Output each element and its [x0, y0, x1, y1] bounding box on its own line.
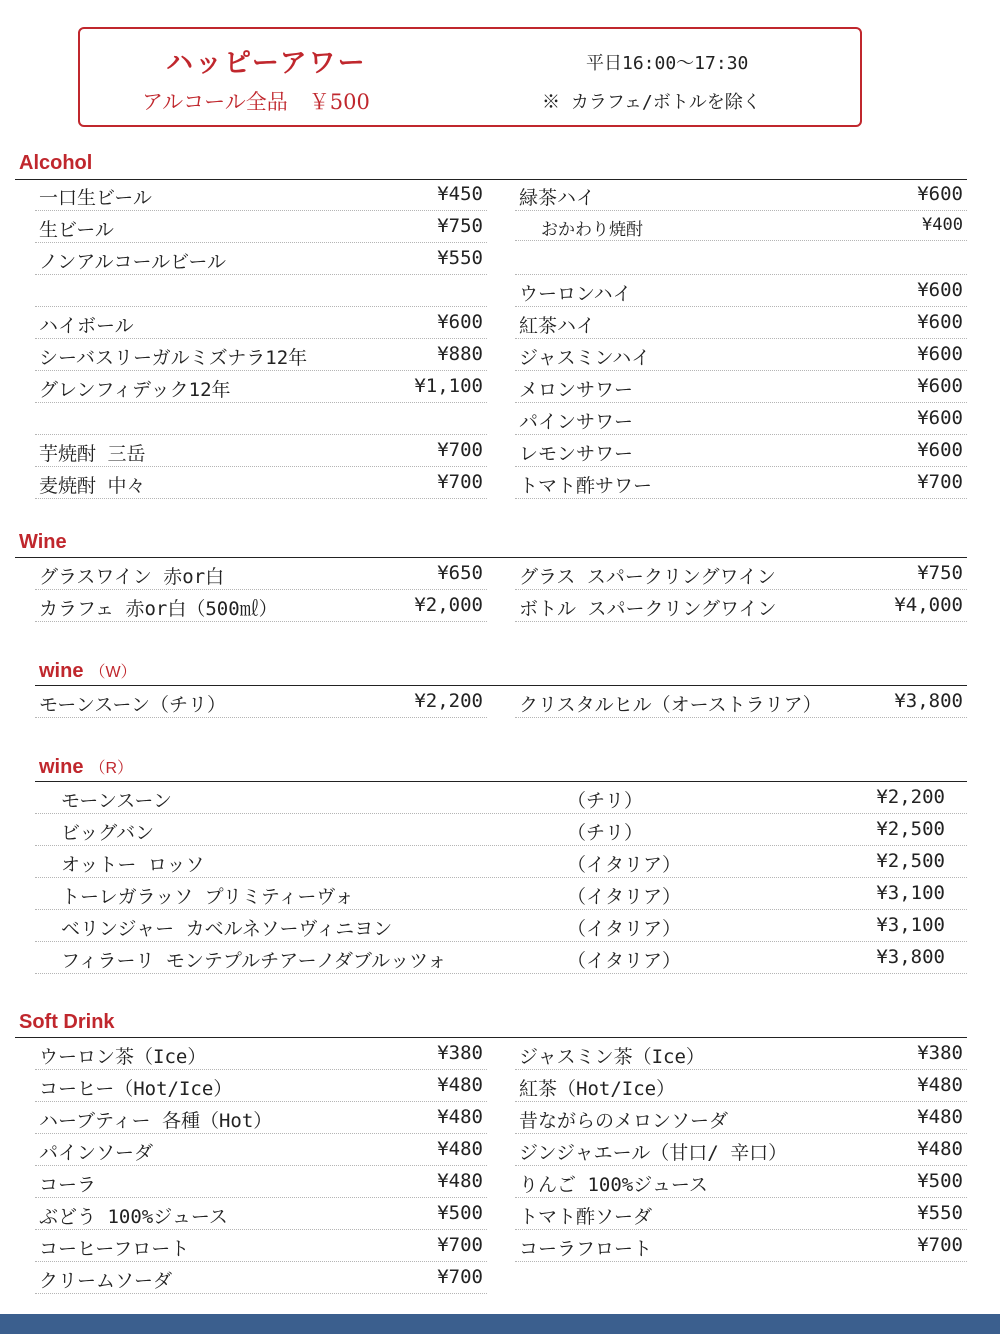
menu-row [35, 179, 487, 211]
item-name: 麦焼酎 中々 [39, 475, 146, 497]
item-name: モーンスーン（チリ） [39, 694, 226, 716]
menu-row [35, 590, 487, 622]
item-name: ノンアルコールビール [39, 251, 226, 273]
item-name: ジャスミンハイ [519, 347, 651, 369]
item-price: ¥3,100 [876, 882, 945, 904]
item-name: ジャスミン茶（Ice） [519, 1046, 705, 1068]
item-name: 紅茶ハイ [519, 315, 596, 337]
menu-row [35, 1230, 487, 1262]
menu-row [35, 1198, 487, 1230]
menu-row [35, 910, 967, 942]
item-name: おかわり焼酎 [541, 220, 643, 240]
menu-row [515, 275, 967, 307]
item-price: ¥880 [437, 343, 483, 365]
item-name: グレンフィデック12年 [39, 379, 231, 401]
footer-bar [0, 1314, 1000, 1334]
item-price: ¥480 [917, 1106, 963, 1128]
item-price: ¥700 [437, 1266, 483, 1288]
menu-row [35, 686, 487, 718]
item-name: クリームソーダ [39, 1270, 173, 1292]
item-price: ¥700 [917, 471, 963, 493]
section-title-wine-red: wine （R） [39, 756, 134, 778]
menu-row [35, 1134, 487, 1166]
item-price: ¥480 [437, 1074, 483, 1096]
item-price: ¥3,800 [894, 690, 963, 712]
menu-row [515, 590, 967, 622]
item-origin: （イタリア） [567, 854, 682, 876]
item-name: ジンジャエール（甘口/ 辛口） [519, 1142, 788, 1164]
item-price: ¥600 [917, 407, 963, 429]
item-price: ¥480 [917, 1074, 963, 1096]
item-name: パインソーダ [39, 1142, 154, 1164]
happy-hour-time: 平日16:00～17:30 [586, 53, 749, 74]
item-price: ¥3,800 [876, 946, 945, 968]
item-price: ¥600 [437, 311, 483, 333]
item-price: ¥480 [437, 1170, 483, 1192]
menu-row [35, 211, 487, 243]
item-price: ¥480 [917, 1138, 963, 1160]
item-price: ¥600 [917, 311, 963, 333]
item-price: ¥700 [437, 1234, 483, 1256]
item-price: ¥500 [437, 1202, 483, 1224]
item-name: コーラフロート [519, 1238, 653, 1260]
item-name: グラス スパークリングワイン [519, 566, 776, 588]
item-name: ウーロンハイ [519, 283, 632, 305]
item-price: ¥600 [917, 343, 963, 365]
menu-row [515, 403, 967, 435]
menu-row [515, 1038, 967, 1070]
item-price: ¥550 [917, 1202, 963, 1224]
happy-hour-box [78, 27, 862, 127]
item-name: 昔ながらのメロンソーダ [519, 1110, 729, 1132]
item-name: トマト酢サワー [519, 475, 653, 497]
menu-row [35, 371, 487, 403]
item-origin: （チリ） [567, 822, 644, 844]
section-title-wine: Wine [19, 531, 67, 553]
section-title-wine-white: wine （W） [39, 660, 137, 682]
menu-row [515, 371, 967, 403]
menu-row [515, 558, 967, 590]
menu-row [35, 467, 487, 499]
menu-row [515, 1070, 967, 1102]
item-name: ボトル スパークリングワイン [519, 598, 777, 620]
menu-row [35, 814, 967, 846]
menu-row [515, 307, 967, 339]
item-name: ビッグバン [61, 822, 155, 844]
menu-row [515, 339, 967, 371]
item-name: ハイボール [39, 315, 134, 337]
item-origin: （チリ） [567, 790, 644, 812]
item-name: 緑茶ハイ [519, 187, 596, 209]
item-name: ウーロン茶（Ice） [39, 1046, 207, 1068]
item-price: ¥550 [437, 247, 483, 269]
item-price: ¥380 [437, 1042, 483, 1064]
menu-row [515, 1230, 967, 1262]
menu-row [515, 243, 967, 275]
menu-row [515, 1198, 967, 1230]
item-name: コーヒー（Hot/Ice） [39, 1078, 233, 1100]
item-name: トーレガラッソ プリミティーヴォ [61, 886, 354, 908]
item-name: モーンスーン [61, 790, 172, 812]
item-name: メロンサワー [519, 379, 634, 401]
item-price: ¥2,500 [876, 818, 945, 840]
happy-hour-title: ハッピーアワー [166, 48, 367, 79]
item-origin: （イタリア） [567, 886, 682, 908]
item-price: ¥2,200 [876, 786, 945, 808]
item-price: ¥600 [917, 375, 963, 397]
menu-row [515, 435, 967, 467]
item-name: グラスワイン 赤or白 [39, 566, 225, 588]
item-name: カラフェ 赤or白（500㎖） [39, 598, 278, 620]
item-name: コーヒーフロート [39, 1238, 190, 1260]
item-name: トマト酢ソーダ [519, 1206, 653, 1228]
item-price: ¥600 [917, 183, 963, 205]
menu-row [35, 1262, 487, 1294]
menu-row [35, 243, 487, 275]
item-name: シーバスリーガルミズナラ12年 [39, 347, 308, 369]
item-price: ¥500 [917, 1170, 963, 1192]
menu-row [35, 403, 487, 435]
menu-row [35, 1070, 487, 1102]
item-origin: （イタリア） [567, 918, 682, 940]
item-price: ¥700 [437, 439, 483, 461]
item-price: ¥2,500 [876, 850, 945, 872]
item-origin: （イタリア） [567, 950, 682, 972]
menu-row [515, 1102, 967, 1134]
item-price: ¥700 [437, 471, 483, 493]
menu-row [515, 686, 967, 718]
menu-row [35, 1166, 487, 1198]
item-price: ¥480 [437, 1106, 483, 1128]
item-name: ハーブティー 各種（Hot） [39, 1110, 273, 1132]
menu-row [515, 209, 967, 241]
item-price: ¥600 [917, 439, 963, 461]
menu-row [515, 467, 967, 499]
item-price: ¥400 [922, 215, 963, 235]
happy-hour-subtitle: アルコール全品 ￥500 [142, 90, 370, 114]
menu-row [35, 846, 967, 878]
item-price: ¥4,000 [894, 594, 963, 616]
menu-row [515, 1166, 967, 1198]
item-price: ¥700 [917, 1234, 963, 1256]
item-name: パインサワー [519, 411, 634, 433]
item-price: ¥1,100 [414, 375, 483, 397]
item-price: ¥750 [437, 215, 483, 237]
happy-hour-note: ※ カラフェ/ボトルを除く [542, 92, 761, 113]
menu-row [35, 558, 487, 590]
item-price: ¥480 [437, 1138, 483, 1160]
item-price: ¥380 [917, 1042, 963, 1064]
menu-row [35, 1102, 487, 1134]
item-price: ¥750 [917, 562, 963, 584]
item-name: コーラ [39, 1174, 97, 1196]
item-name: 芋焼酎 三岳 [39, 443, 146, 465]
menu-row [35, 435, 487, 467]
item-price: ¥2,200 [414, 690, 483, 712]
item-name: りんご 100%ジュース [519, 1174, 708, 1196]
item-name: オットー ロッソ [61, 854, 205, 876]
menu-row [35, 1038, 487, 1070]
menu-row [35, 339, 487, 371]
item-name: 一口生ビール [39, 187, 152, 209]
menu-row [35, 782, 967, 814]
menu-row [515, 1134, 967, 1166]
section-title-alcohol: Alcohol [19, 152, 93, 174]
menu-row [35, 878, 967, 910]
item-name: クリスタルヒル（オーストラリア） [519, 694, 822, 716]
section-title-soft-drink: Soft Drink [19, 1011, 115, 1033]
item-price: ¥450 [437, 183, 483, 205]
item-name: ベリンジャー カベルネソーヴィニヨン [61, 918, 393, 940]
item-name: フィラーリ モンテプルチアーノダブルッツォ [61, 950, 447, 972]
item-price: ¥600 [917, 279, 963, 301]
menu-row [35, 942, 967, 974]
item-name: レモンサワー [519, 443, 634, 465]
item-price: ¥650 [437, 562, 483, 584]
menu-row [35, 275, 487, 307]
menu-row [35, 307, 487, 339]
item-name: ぶどう 100%ジュース [39, 1206, 228, 1228]
menu-row [515, 179, 967, 211]
item-price: ¥3,100 [876, 914, 945, 936]
item-name: 紅茶（Hot/Ice） [519, 1078, 676, 1100]
item-name: 生ビール [39, 219, 114, 241]
item-price: ¥2,000 [414, 594, 483, 616]
